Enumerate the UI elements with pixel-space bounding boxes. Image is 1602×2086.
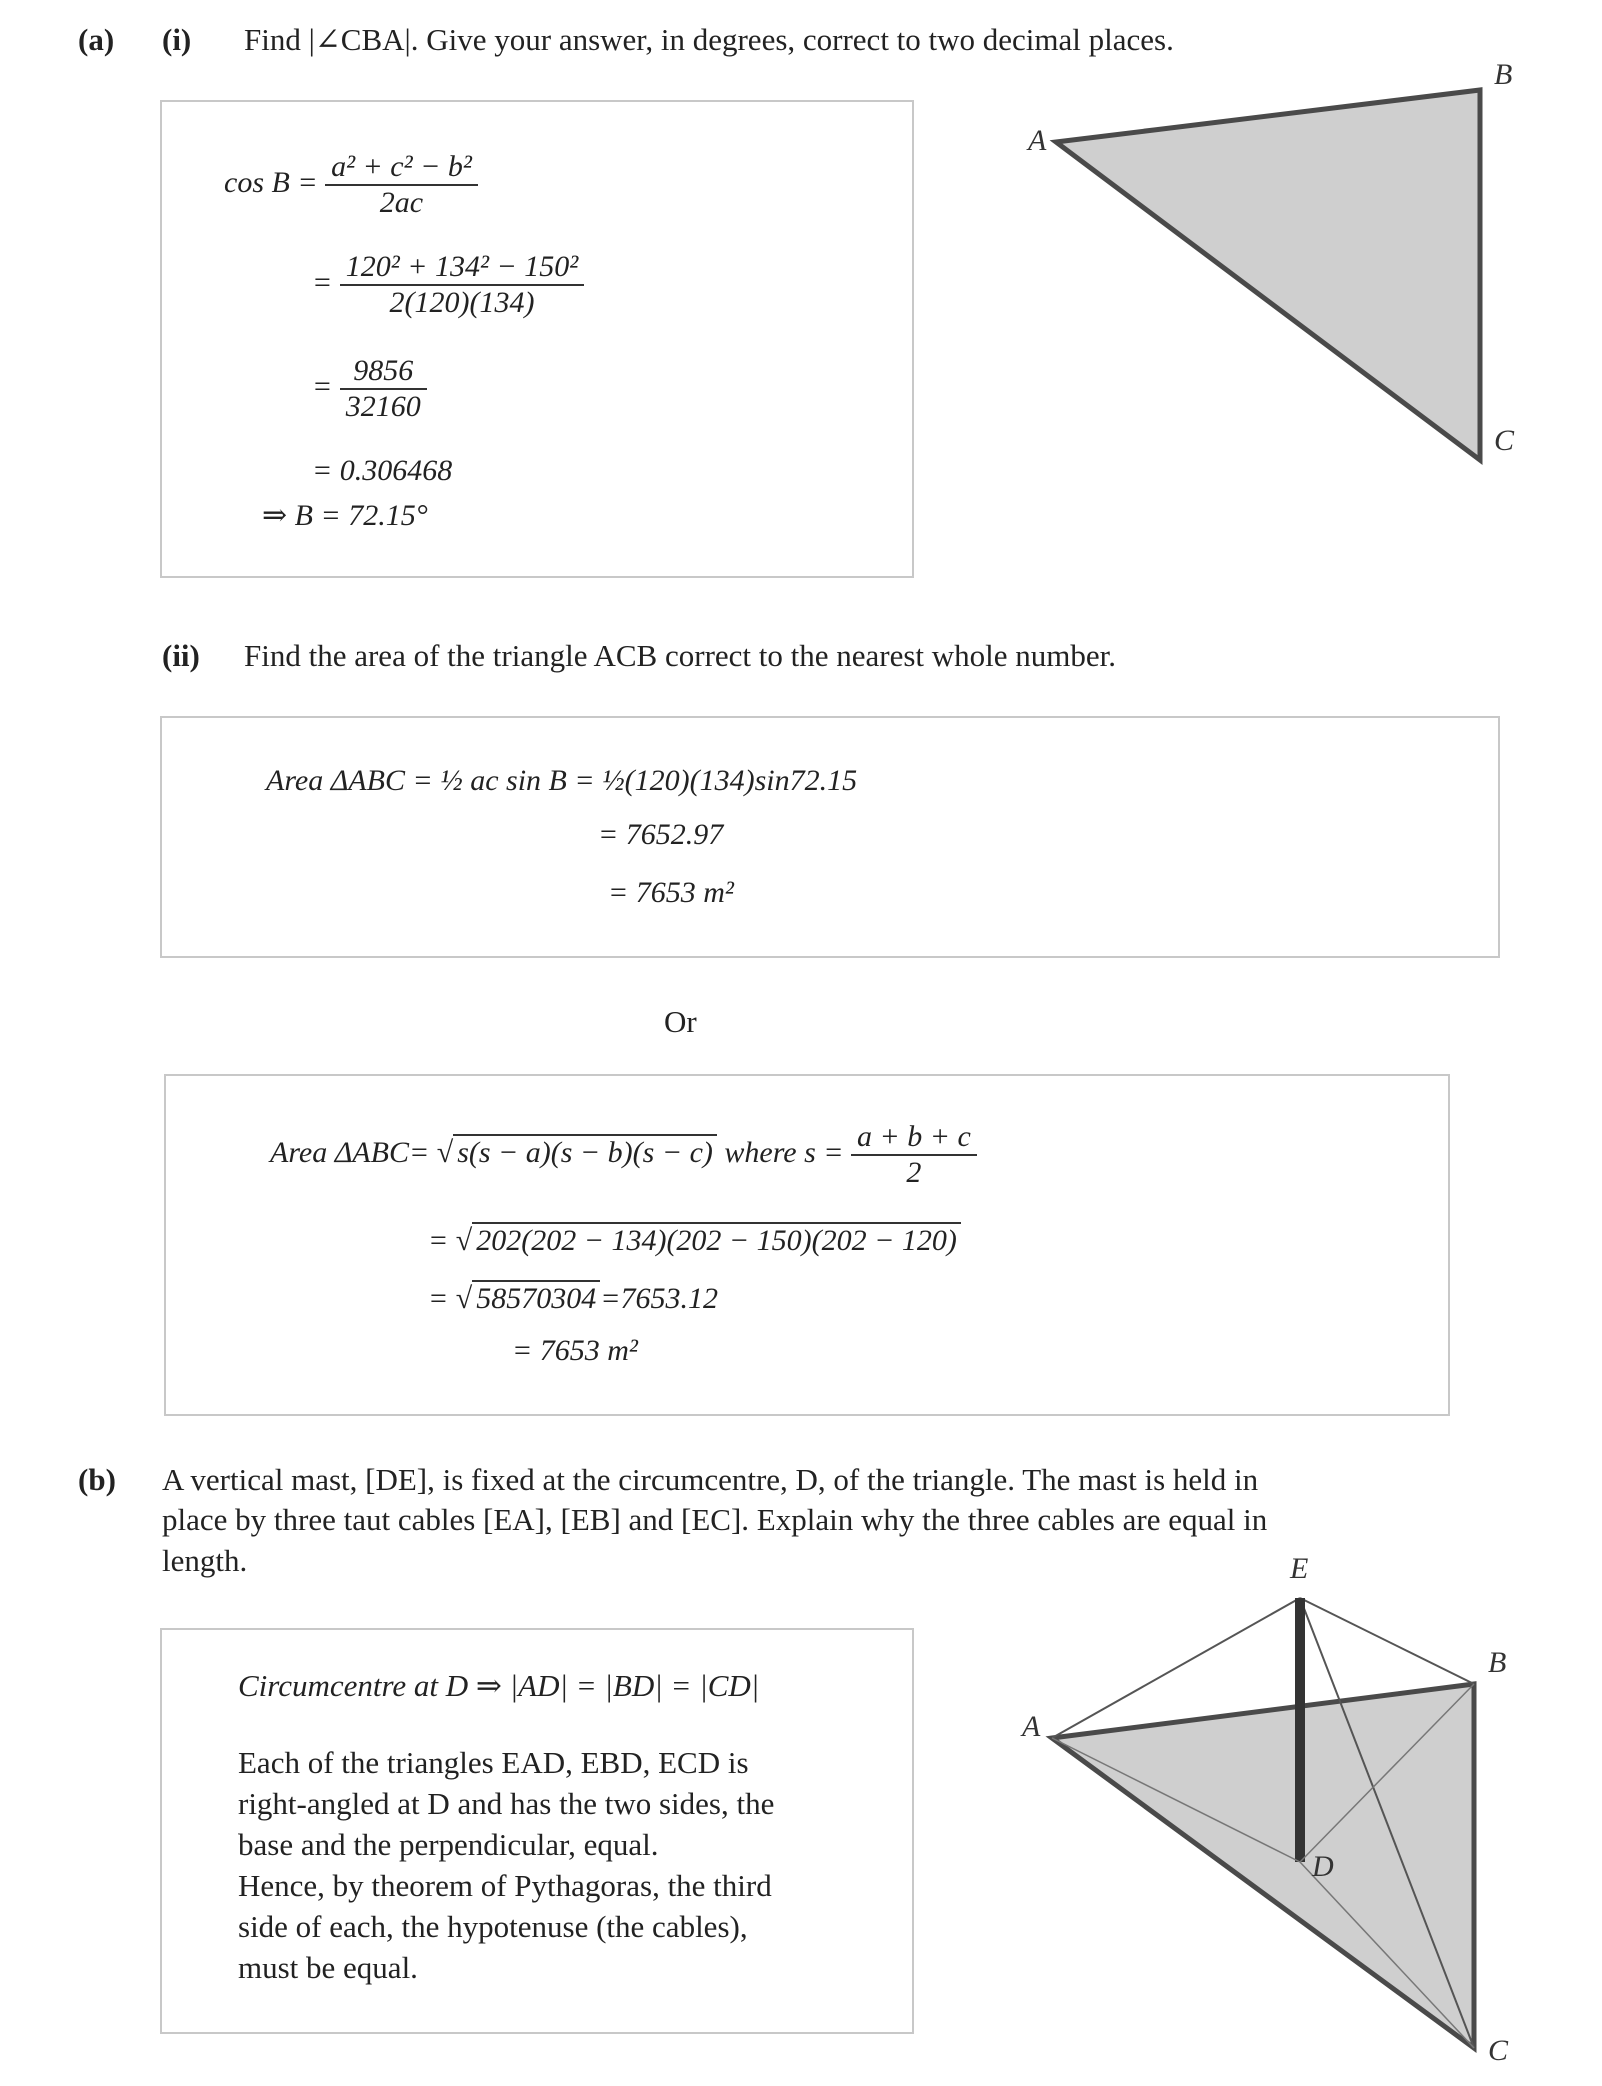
semi-perimeter-numerator: a + b + c — [851, 1120, 977, 1156]
heron-prefix: Area ΔABC= — [270, 1135, 430, 1169]
explanation-line4: Hence, by theorem of Pythagoras, the third — [238, 1868, 772, 1903]
simplified-numerator: 9856 — [340, 354, 427, 390]
heron-substituted-radicand: 202(202 − 134)(202 − 150)(202 − 120) — [472, 1222, 961, 1257]
solution-box-explanation — [160, 1628, 914, 2034]
explanation-line5: side of each, the hypotenuse (the cables), — [238, 1909, 748, 1944]
semi-perimeter-fraction — [851, 1120, 977, 1190]
substitution-line: = $\frac{\text{120² + 134² − 150²}}{2(120)(134)}$ — [312, 250, 584, 320]
cos-lhs: cos B = — [224, 165, 318, 199]
explanation-line1: Each of the triangles EAD, EBD, ECD is — [238, 1745, 749, 1780]
part-b-question-line1: A vertical mast, [DE], is fixed at the circumcentre, D, of the triangle. The mast is held in — [162, 1462, 1259, 1497]
cos-rule-line — [224, 150, 478, 220]
decimal-line: = 0.306468 — [312, 454, 453, 487]
angle-result: ⇒ B = 72.15° — [262, 499, 428, 532]
heron-decimal: =7653.12 — [600, 1282, 718, 1315]
mast-foot-label-d: D — [1312, 1850, 1334, 1883]
heron-line3: = √ 58570304 =7653.12 — [428, 1282, 718, 1315]
mast-vertex-label-b: B — [1488, 1646, 1507, 1679]
explanation-line6: must be equal. — [238, 1950, 418, 1985]
substitution-numerator: 120² + 134² − 150² — [340, 250, 584, 286]
part-a-i-question: Find |∠CBA|. Give your answer, in degrees, correct to two decimal places. — [244, 22, 1174, 57]
cos-fraction — [325, 150, 478, 220]
mast-vertex-label-c: C — [1488, 2034, 1509, 2067]
substitution-fraction — [340, 250, 584, 320]
area-sine-line2: = 7652.97 — [598, 818, 724, 851]
part-a-label: (a) — [78, 22, 115, 57]
vertex-label-c: C — [1494, 424, 1515, 457]
semi-perimeter-denominator: 2 — [906, 1156, 922, 1189]
triangle-diagram — [1020, 50, 1560, 490]
heron-where: where s = — [724, 1135, 844, 1169]
substitution-denominator: 2(120)(134) — [389, 286, 535, 319]
heron-line1: Area ΔABC= √ s(s − a)(s − b)(s − c) where s = $\frac{a + b + c}{2}$ — [270, 1120, 977, 1190]
cable-eb — [1300, 1598, 1474, 1684]
simplified-line: = $\frac{9856}{32160}$ — [312, 354, 427, 424]
or-separator: Or — [664, 1004, 697, 1039]
solution-box-cosine — [160, 100, 914, 578]
cos-denominator: 2ac — [379, 186, 424, 219]
part-b-question-line3: length. — [162, 1542, 248, 1578]
solution-box-area-heron — [164, 1074, 1450, 1416]
explanation-paragraph — [238, 1742, 878, 1988]
circumcentre-statement: Circumcentre at D ⇒ |AD| = |BD| = |CD| — [238, 1668, 760, 1703]
mast-vertex-label-a: A — [1022, 1710, 1041, 1743]
simplified-fraction — [340, 354, 427, 424]
triangle-abc — [1056, 90, 1480, 460]
area-sine-line1: Area ΔABC = ½ ac sin B = ½(120)(134)sin72.15 — [266, 764, 858, 797]
solution-box-area-sine — [160, 716, 1500, 958]
mast-top-label-e: E — [1290, 1552, 1309, 1585]
part-a-i-label: (i) — [162, 22, 192, 57]
mast-diagram — [1010, 1540, 1570, 2080]
part-b-label: (b) — [78, 1462, 116, 1497]
part-a-ii-label: (ii) — [162, 638, 200, 673]
triangle-abc-base — [1052, 1684, 1474, 2048]
area-sine-line3: = 7653 m² — [608, 876, 734, 909]
heron-line4: = 7653 m² — [512, 1334, 638, 1367]
vertex-label-a: A — [1028, 124, 1047, 157]
explanation-line3: base and the perpendicular, equal. — [238, 1827, 659, 1862]
cos-numerator: a² + c² − b² — [325, 150, 478, 186]
vertex-label-b: B — [1494, 58, 1513, 91]
simplified-denominator: 32160 — [345, 390, 421, 423]
part-b-question-line2: place by three taut cables [EA], [EB] and [EC]. Explain why the three cables are equal in — [162, 1502, 1268, 1538]
part-a-ii-question: Find the area of the triangle ACB correct to the nearest whole number. — [244, 638, 1117, 673]
explanation-line2: right-angled at D and has the two sides, the — [238, 1786, 775, 1821]
heron-line2: = √ 202(202 − 134)(202 − 150)(202 − 120) — [428, 1224, 961, 1258]
heron-formula-radicand: s(s − a)(s − b)(s − c) — [453, 1134, 717, 1169]
heron-product-radicand: 58570304 — [472, 1280, 600, 1315]
